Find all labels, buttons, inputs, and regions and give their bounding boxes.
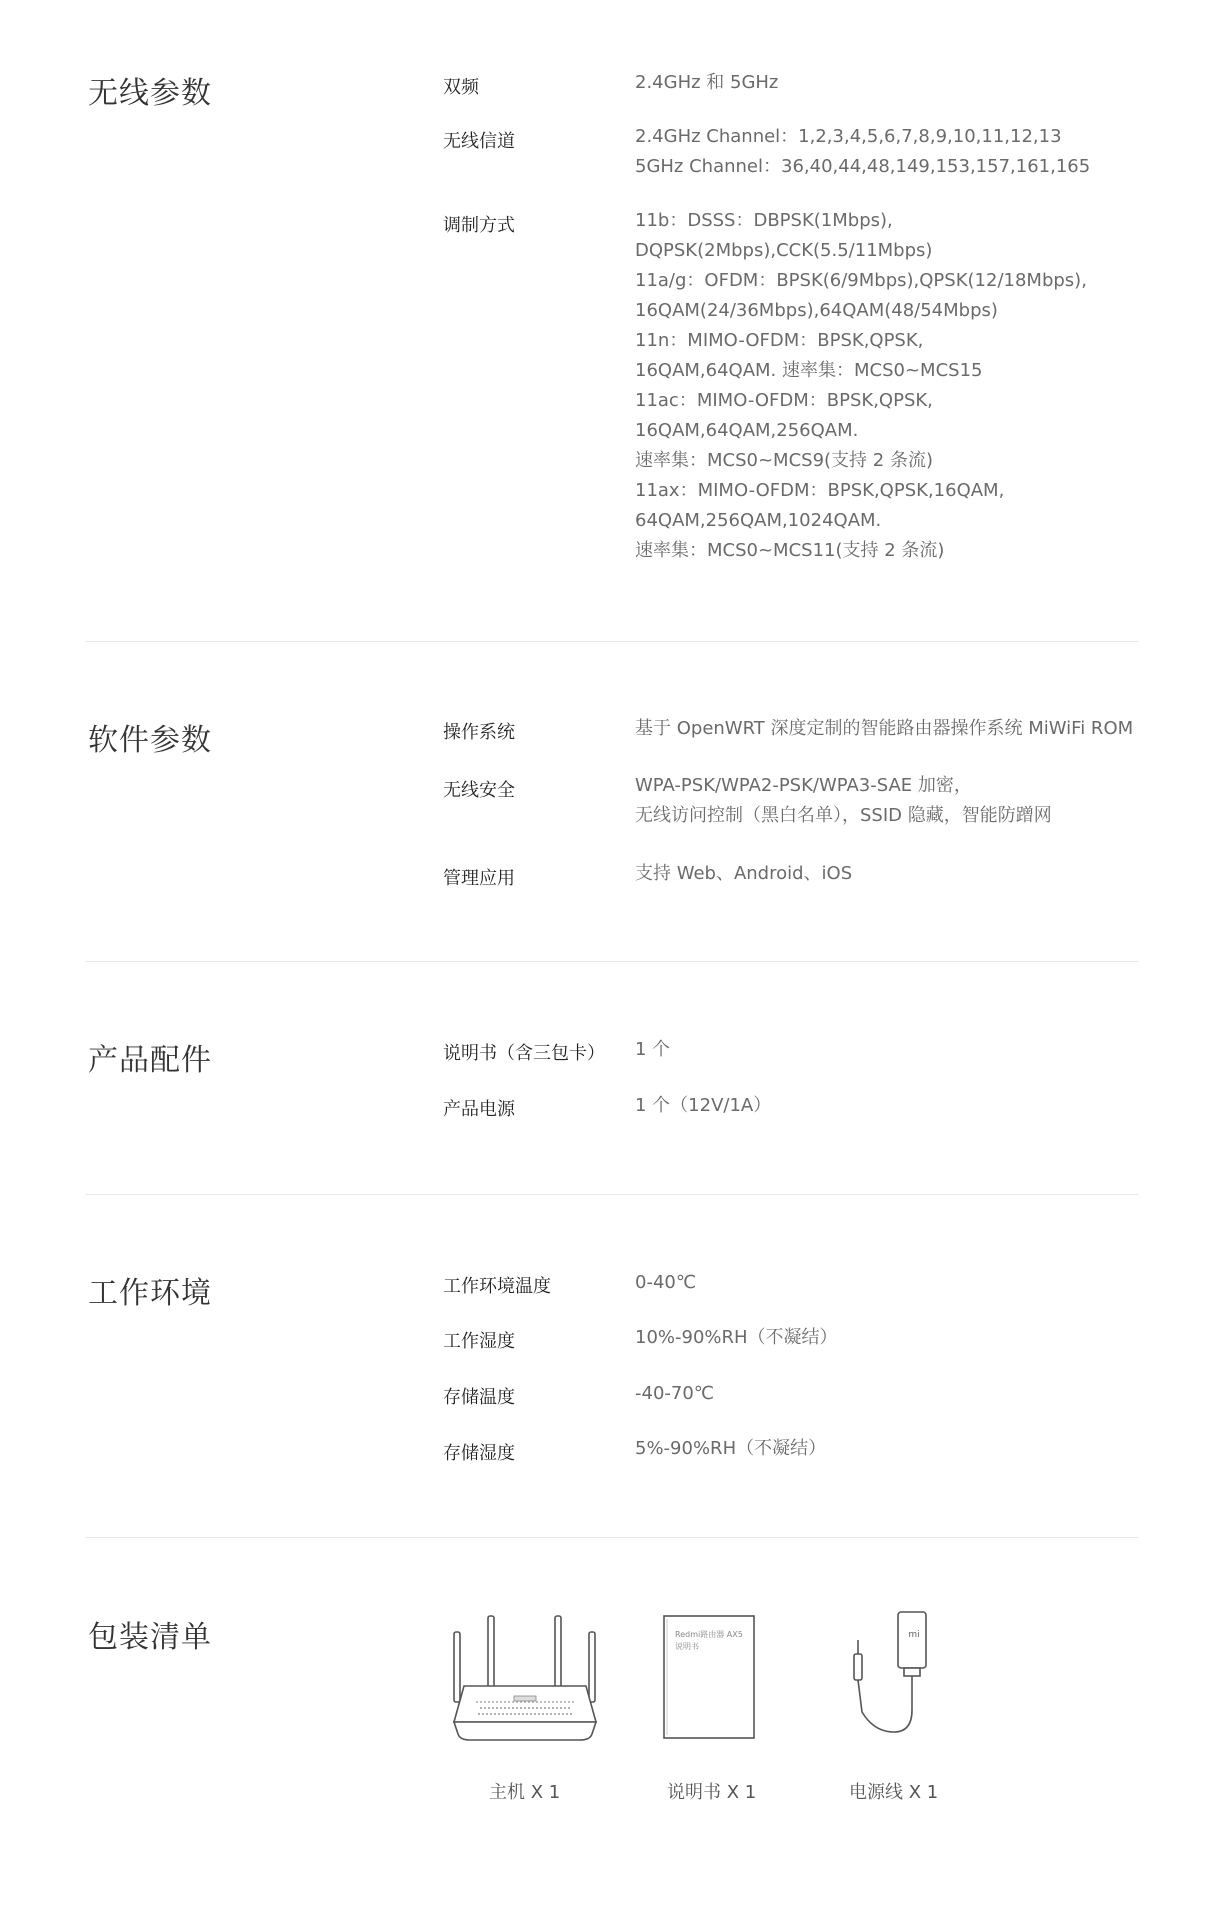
spec-value-line: -40-70℃ [635,1383,715,1404]
spec-value-line: 5%-90%RH（不凝结） [635,1438,827,1459]
spec-value-line: 16QAM,64QAM. 速率集：MCS0~MCS15 [635,360,983,381]
spec-value-line: 基于 OpenWRT 深度定制的智能路由器操作系统 MiWiFi ROM [635,718,1134,739]
package-item-power-adapter [850,1610,930,1740]
spec-value-line: 1 个（12V/1A） [635,1095,772,1116]
section-divider [86,1194,1138,1195]
section-divider [86,641,1138,642]
spec-value [635,1323,838,1353]
spec-label: 管理应用 [443,868,515,889]
spec-label: 调制方式 [443,215,515,236]
spec-value-line: 16QAM(24/36Mbps),64QAM(48/54Mbps) [635,300,998,321]
spec-label: 双频 [443,77,479,98]
spec-value-line: 0-40℃ [635,1272,697,1293]
section-title: 产品配件 [88,1043,212,1078]
spec-value [635,714,1133,744]
manual-cover-subtext: 说明书 [675,1642,699,1651]
spec-value [635,206,1087,566]
section-title: 无线参数 [88,76,212,111]
spec-value-line: DQPSK(2Mbps),CCK(5.5/11Mbps) [635,240,933,261]
spec-value-line: 11b：DSSS：DBPSK(1Mbps), [635,210,893,231]
section-divider [86,1537,1138,1538]
spec-value-line: 5GHz Channel：36,40,44,48,149,153,157,161,165 [635,156,1091,177]
spec-label: 无线信道 [443,131,515,152]
spec-label: 存储湿度 [443,1443,515,1464]
package-caption: 电源线 X 1 [849,1782,939,1803]
spec-value-line: WPA-PSK/WPA2-PSK/WPA3-SAE 加密， [635,775,972,796]
section-divider [86,961,1138,962]
spec-value [635,859,852,889]
spec-label: 存储温度 [443,1387,515,1408]
package-item-router [450,1612,600,1747]
spec-label: 说明书（含三包卡） [443,1043,605,1064]
spec-value [635,1035,670,1065]
spec-value-line: 11ax：MIMO-OFDM：BPSK,QPSK,16QAM, [635,480,1005,501]
spec-value-line: 2.4GHz 和 5GHz [635,72,779,93]
manual-cover-text: Redmi路由器 AX5 [675,1630,743,1639]
spec-value-line: 11ac：MIMO-OFDM：BPSK,QPSK, [635,390,933,411]
spec-value-line: 1 个 [635,1039,671,1060]
spec-label: 产品电源 [443,1099,515,1120]
adapter-logo: mi [908,1630,920,1640]
package-caption: 主机 X 1 [489,1782,561,1803]
spec-value-line: 11a/g：OFDM：BPSK(6/9Mbps),QPSK(12/18Mbps), [635,270,1087,291]
spec-value [635,68,778,98]
spec-label: 工作湿度 [443,1331,515,1352]
spec-value [635,1091,771,1121]
spec-value [635,1268,696,1298]
router-icon [450,1612,600,1747]
package-caption: 说明书 X 1 [667,1782,757,1803]
section-title: 工作环境 [88,1276,212,1311]
spec-value-line: 2.4GHz Channel：1,2,3,4,5,6,7,8,9,10,11,12,13 [635,126,1062,147]
spec-value-line: 无线访问控制（黑白名单），SSID 隐藏，智能防蹭网 [635,805,1052,826]
package-item-manual [663,1615,755,1739]
spec-value [635,771,1052,831]
section-title: 包装清单 [88,1620,212,1655]
spec-value-line: 16QAM,64QAM,256QAM. [635,420,859,441]
spec-value-line: 10%-90%RH（不凝结） [635,1327,838,1348]
spec-value-line: 11n：MIMO-OFDM：BPSK,QPSK, [635,330,924,351]
spec-value-line: 64QAM,256QAM,1024QAM. [635,510,882,531]
spec-value-line: 速率集：MCS0~MCS11(支持 2 条流) [635,540,945,561]
section-title: 软件参数 [88,723,212,758]
spec-value [635,1434,826,1464]
spec-value-line: 支持 Web、Android、iOS [635,863,853,884]
spec-value [635,122,1090,182]
spec-label: 工作环境温度 [443,1276,551,1297]
spec-value-line: 速率集：MCS0~MCS9(支持 2 条流) [635,450,933,471]
spec-label: 无线安全 [443,780,515,801]
spec-value [635,1379,714,1409]
spec-label: 操作系统 [443,722,515,743]
